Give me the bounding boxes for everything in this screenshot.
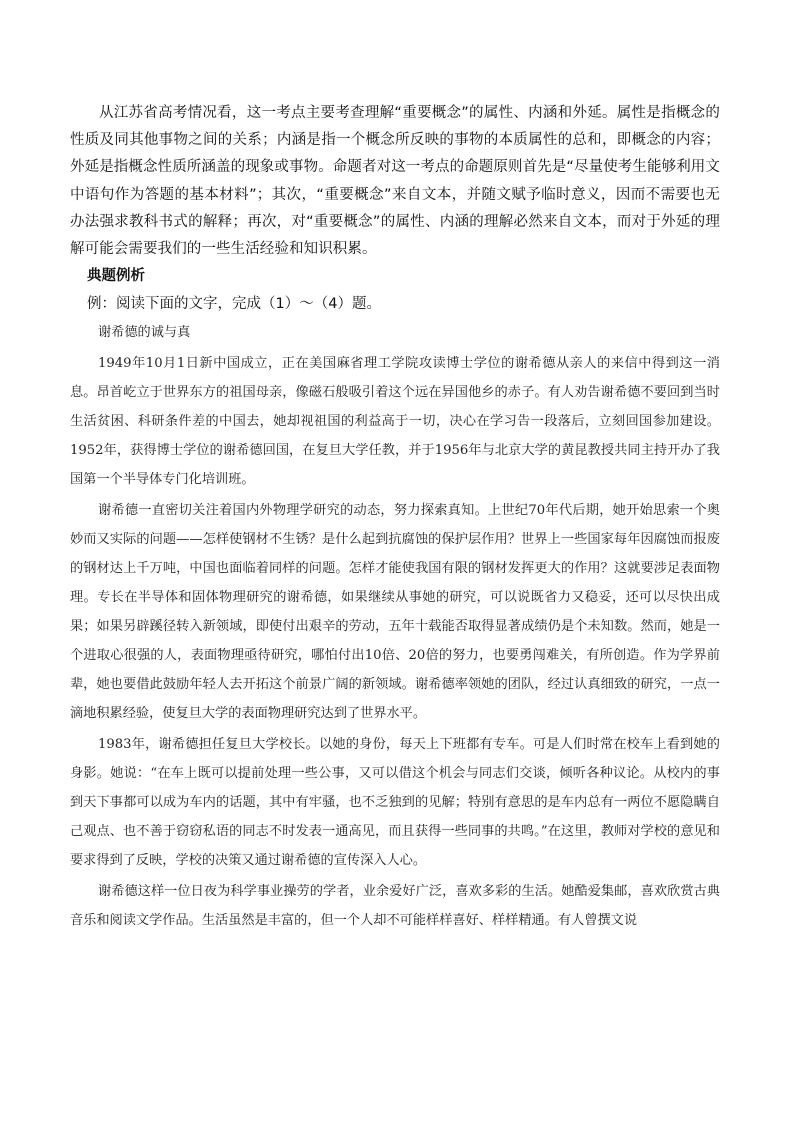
article-paragraph-2: 谢希德一直密切关注着国内外物理学研究的动态，努力探索真知。上世纪70年代后期，她开始思索一个奥妙而又实际的问题——怎样使钢材不生锈？是什么起到抗腐蚀的保护层作用？世界上一些国家每年因腐蚀而报废的钢材达上千万吨，中国也面临着同样的问题。怎样才能使我国有限的钢材发挥更大的作用？这就要涉足表面物理。专长在半导体和固体物理研究的谢希德，如果继续从事她的研究，可以说既省力又稳妥，还可以尽快出成果；如果另辟蹊径转入新领域，即使付出艰辛的劳动，五年十载能否取得显著成绩仍是个未知数。然而，她是一个进取心很强的人，表面物理亟待研究，哪怕付出10倍、20倍的努力，也要勇闯难关，有所创造。作为学界前辈，她也要借此鼓励年轻人去开拓这个前景广阔的新领域。谢希德率领她的团队，经过认真细致的研究，一点一滴地积累经验，使复旦大学的表面物理研究达到了世界水平。 bbox=[70, 503, 720, 722]
document-content bbox=[70, 100, 720, 937]
section-heading: 典题例析 bbox=[87, 268, 145, 285]
article-paragraph-4: 谢希德这样一位日夜为科学事业操劳的学者，业余爱好广泛，喜欢多彩的生活。她酷爱集邮，喜欢欣赏古典音乐和阅读文学作品。生活虽然是丰富的，但一个人却不可能样样喜好、样样精通。有人曾撰文说 bbox=[70, 884, 720, 929]
article-paragraph-1: 1949年10月1日新中国成立，正在美国麻省理工学院攻读博士学位的谢希德从亲人的来信中得到这一消息。昂首屹立于世界东方的祖国母亲，像磁石般吸引着这个远在异国他乡的赤子。有人劝告谢希德不要回到当时生活贫困、科研条件差的中国去，她却视祖国的利益高于一切，决心在学习告一段落后，立刻回国参加建设。1952年，获得博士学位的谢希德回国，在复旦大学任教，并于1956年与北京大学的黄昆教授共同主持开办了我国第一个半导体专门化培训班。 bbox=[70, 356, 720, 488]
example-instruction: 例：阅读下面的文字，完成（1）～（4）题。 bbox=[87, 296, 381, 313]
intro-paragraph: 从江苏省高考情况看，这一考点主要考查理解“重要概念”的属性、内涵和外延。属性是指概念的性质及同其他事物之间的关系；内涵是指一个概念所反映的事物的本质属性的总和，即概念的内容；外延是指概念性质所涵盖的现象或事物。命题者对这一考点的命题原则首先是“尽量使考生能够利用文中语句作为答题的基本材料”；其次，“重要概念”来自文本，并随文赋予临时意义，因而不需要也无办法强求教科书式的解释；再次，对“重要概念”的属性、内涵的理解必然来自文本，而对于外延的理解可能会需要我们的一些生活经验和知识积累。 bbox=[70, 105, 721, 258]
article-paragraph-3: 1983年，谢希德担任复旦大学校长。以她的身份，每天上下班都有专车。可是人们时常在校车上看到她的身影。她说：“在车上既可以提前处理一些公事，又可以借这个机会与同志们交谈，倾听各种议论。从校内的事到天下事都可以成为车内的话题，其中有牢骚，也不乏独到的见解；特别有意思的是车内总有一两位不愿隐瞒自己观点、也不善于窃窃私语的同志不时发表一通高见，而且获得一些同事的共鸣。”在这里，教师对学校的意见和要求得到了反映，学校的决策又通过谢希德的宣传深入人心。 bbox=[70, 737, 720, 869]
article bbox=[70, 318, 720, 935]
article-title: 谢希德的诚与真 bbox=[98, 325, 191, 341]
